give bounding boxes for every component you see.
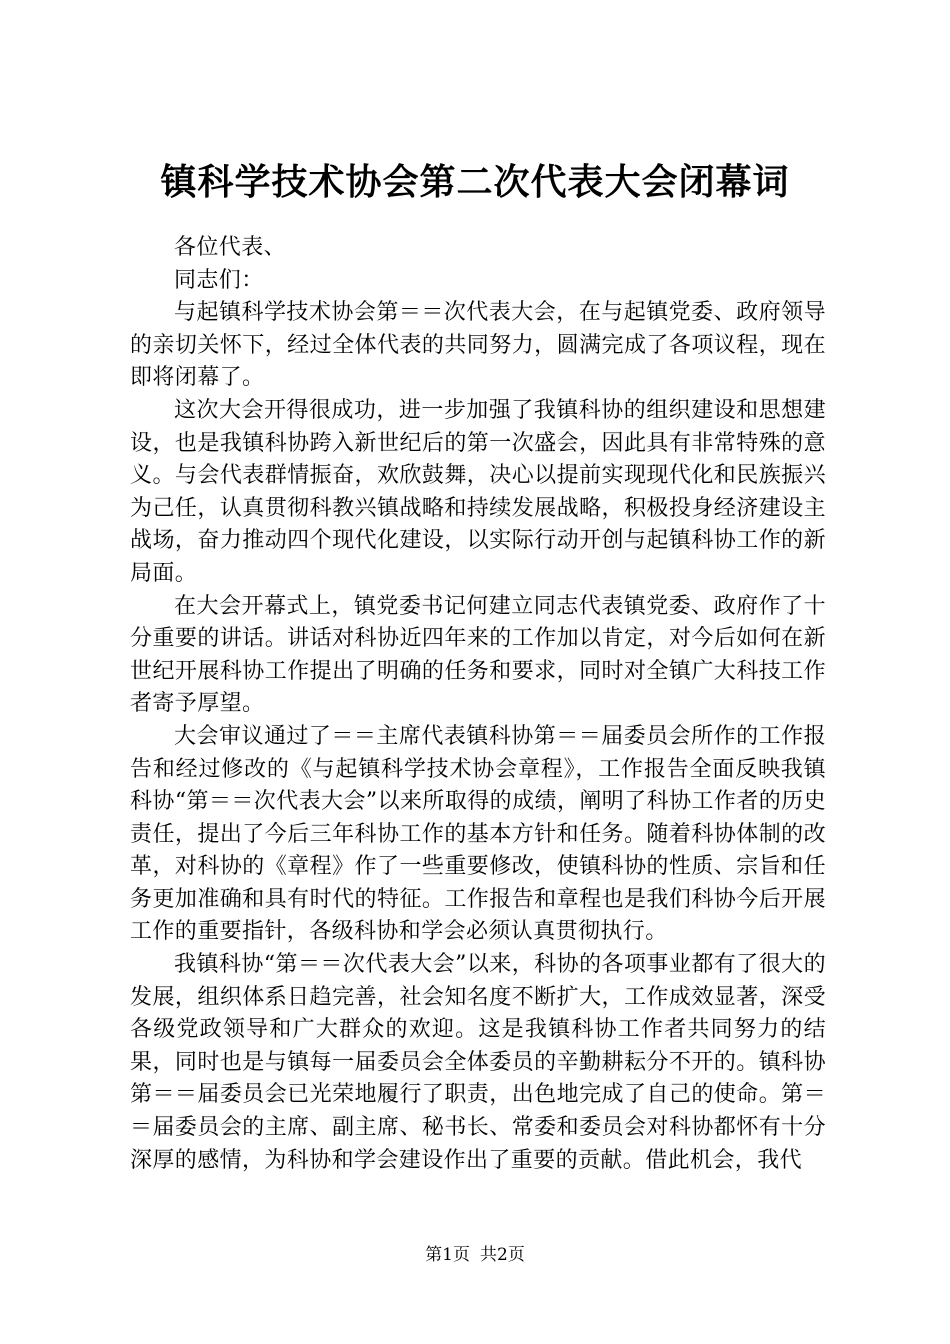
salutation-line: 同志们： — [174, 267, 264, 293]
document-body — [130, 232, 826, 1177]
salutation-line: 各位代表、 — [174, 235, 287, 260]
body-paragraph: 这次大会开得很成功，进一步加强了我镇科协的组织建设和思想建设，也是我镇科协跨入新世纪后的第一次盛会，因此具有非常特殊的意义。与会代表群情振奋，欢欣鼓舞，决心以提前实现现代化和民族振兴为己任，认真贯彻科教兴镇战略和持续发展战略，积极投身经济建设主战场，奋力推动四个现代化建设，以实际行动开创与起镇科协工作的新局面。 — [130, 397, 826, 586]
body-paragraph: 在大会开幕式上，镇党委书记何建立同志代表镇党委、政府作了十分重要的讲话。讲话对科协近四年来的工作加以肯定，对今后如何在新世纪开展科协工作提出了明确的任务和要求，同时对全镇广大科技工作者寄予厚望。 — [130, 593, 826, 717]
document-title: 镇科学技术协会第二次代表大会闭幕词 — [160, 161, 790, 203]
page-total: 共2页 — [480, 1245, 525, 1265]
body-paragraph: 大会审议通过了＝＝主席代表镇科协第＝＝届委员会所作的工作报告和经过修改的《与起镇科学技术协会章程》，工作报告全面反映我镇科协“第＝＝次代表大会”以来所取得的成绩，阐明了科协工作者的历史责任，提出了今后三年科协工作的基本方针和任务。随着科协体制的改革，对科协的《章程》作了一些重要修改，使镇科协的性质、宗旨和任务更加准确和具有时代的特征。工作报告和章程也是我们科协今后开展工作的重要指针，各级科协和学会必须认真贯彻执行。 — [130, 723, 826, 945]
body-paragraph: 与起镇科学技术协会第＝＝次代表大会，在与起镇党委、政府领导的亲切关怀下，经过全体代表的共同努力，圆满完成了各项议程，现在即将闭幕了。 — [130, 300, 826, 391]
page-footer — [0, 1244, 950, 1266]
page-number: 第1页 — [425, 1245, 470, 1265]
body-paragraph: 我镇科协“第＝＝次代表大会”以来，科协的各项事业都有了很大的发展，组织体系日趋完善，社会知名度不断扩大，工作成效显著，深受各级党政领导和广大群众的欢迎。这是我镇科协工作者共同努力的结果，同时也是与镇每一届委员会全体委员的辛勤耕耘分不开的。镇科协第＝＝届委员会已光荣地履行了职责，出色地完成了自己的使命。第＝＝届委员会的主席、副主席、秘书长、常委和委员会对科协都怀有十分深厚的感情，为科协和学会建设作出了重要的贡献。借此机会，我代 — [130, 952, 826, 1173]
